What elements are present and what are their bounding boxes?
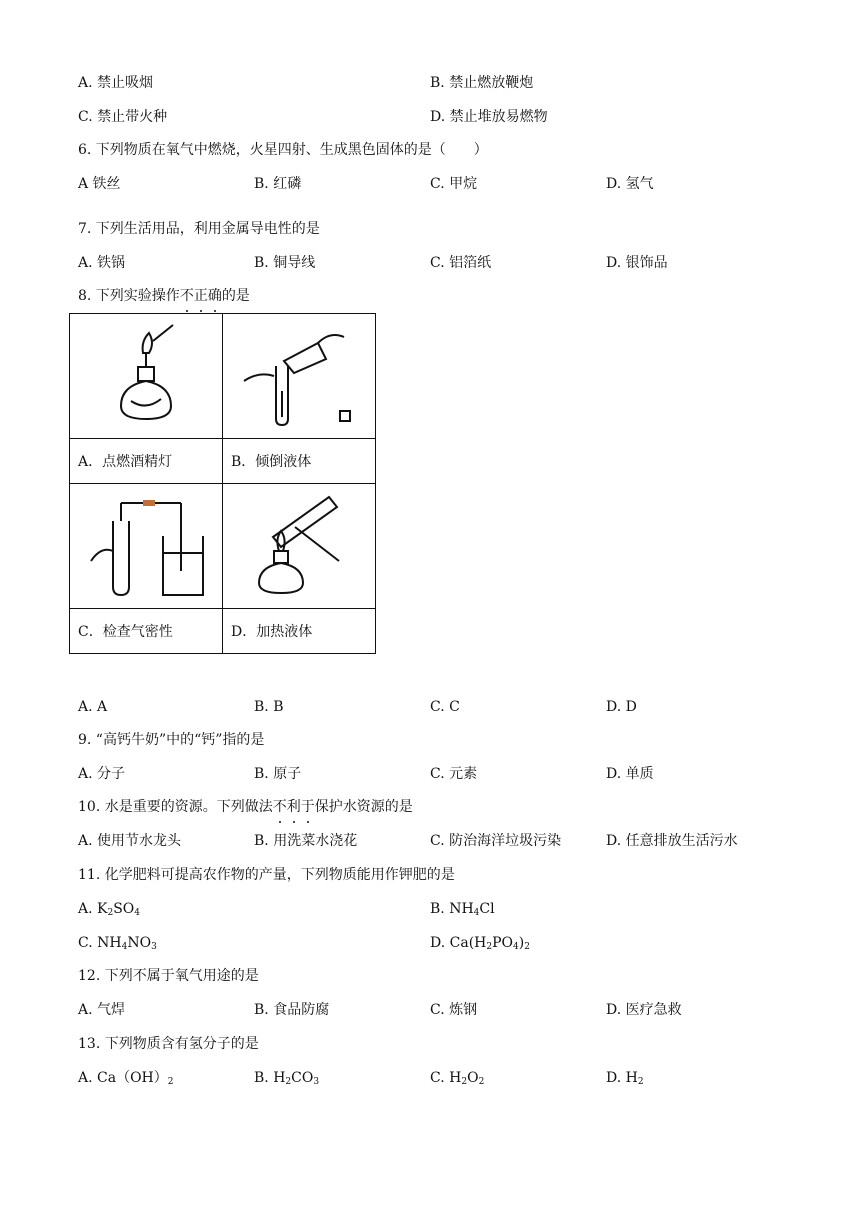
q5-option-d: D. 禁止堆放易燃物 bbox=[430, 109, 548, 125]
q11-option-b: B. $NH_4Cl$ bbox=[430, 901, 495, 918]
q5-option-a: A. 禁止吸烟 bbox=[78, 75, 154, 91]
q12-option-b: B. 食品防腐 bbox=[254, 1002, 330, 1018]
q8-option-a: A. A bbox=[78, 699, 108, 715]
q8-option-c: C. C bbox=[430, 699, 460, 715]
q5-option-b: B. 禁止燃放鞭炮 bbox=[430, 75, 534, 91]
heating-liquid-icon bbox=[239, 491, 359, 601]
caption-d: D．加热液体 bbox=[223, 609, 376, 654]
q13-option-c: C. $H_2O_2$ bbox=[430, 1070, 485, 1087]
figure-a-cell bbox=[70, 314, 223, 439]
figure-d-cell bbox=[223, 484, 376, 609]
q7-option-d: D. 银饰品 bbox=[606, 255, 668, 271]
caption-c: C．检查气密性 bbox=[70, 609, 223, 654]
q13-option-a: A. $Ca(OH)_2$ bbox=[78, 1070, 174, 1087]
q8-stem: 8. 下列实验操作不正确的是 bbox=[78, 285, 250, 307]
q9-option-b: B. 原子 bbox=[254, 766, 302, 782]
emphasis-char: 不 bbox=[180, 285, 194, 307]
q6-option-d: D. 氢气 bbox=[606, 176, 654, 192]
q9-stem: 9. “高钙牛奶”中的“钙”指的是 bbox=[78, 732, 265, 748]
q12-option-c: C. 炼钢 bbox=[430, 1002, 478, 1018]
q9-option-d: D. 单质 bbox=[606, 766, 654, 782]
figure-b-cell bbox=[223, 314, 376, 439]
q6-option-b: B. 红磷 bbox=[254, 176, 302, 192]
emphasis-char: 不 bbox=[273, 796, 287, 818]
emphasis-char: 于 bbox=[301, 796, 315, 818]
q9-option-a: A. 分子 bbox=[78, 766, 126, 782]
q7-option-a: A. 铁锅 bbox=[78, 255, 126, 271]
q12-option-d: D. 医疗急救 bbox=[606, 1002, 682, 1018]
q5-option-c: C. 禁止带火种 bbox=[78, 109, 168, 125]
q10-option-a: A. 使用节水龙头 bbox=[78, 833, 182, 849]
q13-option-d: D. $H_2$ bbox=[606, 1070, 644, 1087]
q11-option-c: C. $NH_4NO_3$ bbox=[78, 935, 157, 952]
emphasis-char: 正 bbox=[194, 285, 208, 307]
q10-option-d: D. 任意排放生活污水 bbox=[606, 833, 738, 849]
alcohol-lamp-lighting-icon bbox=[91, 321, 201, 431]
q12-option-a: A. 气焊 bbox=[78, 1002, 126, 1018]
q10-option-b: B. 用洗菜水浇花 bbox=[254, 833, 358, 849]
airtightness-check-icon bbox=[81, 491, 211, 601]
q11-option-a: A. $K_2SO_4$ bbox=[78, 901, 141, 918]
emphasis-char: 确 bbox=[208, 285, 222, 307]
q6-option-c: C. 甲烷 bbox=[430, 176, 478, 192]
q6-option-a: A 铁丝 bbox=[78, 176, 121, 192]
caption-a: A．点燃酒精灯 bbox=[70, 439, 223, 484]
emphasis-char: 利 bbox=[287, 796, 301, 818]
q7-stem: 7. 下列生活用品，利用金属导电性的是 bbox=[78, 221, 320, 237]
q13-stem: 13. 下列物质含有氢分子的是 bbox=[78, 1036, 259, 1052]
q12-stem: 12. 下列不属于氧气用途的是 bbox=[78, 968, 259, 984]
caption-b: B．倾倒液体 bbox=[223, 439, 376, 484]
q11-option-d: D. $Ca(H_2PO_4)_2$ bbox=[430, 935, 530, 952]
q6-stem: 6. 下列物质在氧气中燃烧，火星四射、生成黑色固体的是（ ） bbox=[78, 142, 488, 158]
q8-figure-table bbox=[69, 313, 376, 654]
q9-option-c: C. 元素 bbox=[430, 766, 478, 782]
q7-option-c: C. 铝箔纸 bbox=[430, 255, 492, 271]
q8-option-d: D. D bbox=[606, 699, 637, 715]
q7-option-b: B. 铜导线 bbox=[254, 255, 316, 271]
q10-stem: 10. 水是重要的资源。下列做法不利于保护水资源的是 bbox=[78, 796, 413, 818]
figure-c-cell bbox=[70, 484, 223, 609]
q8-option-b: B. B bbox=[254, 699, 284, 715]
pouring-liquid-icon bbox=[234, 321, 364, 431]
q13-option-b: B. $H_2CO_3$ bbox=[254, 1070, 320, 1087]
q10-option-c: C. 防治海洋垃圾污染 bbox=[430, 833, 562, 849]
q11-stem: 11. 化学肥料可提高农作物的产量，下列物质能用作钾肥的是 bbox=[78, 867, 455, 883]
